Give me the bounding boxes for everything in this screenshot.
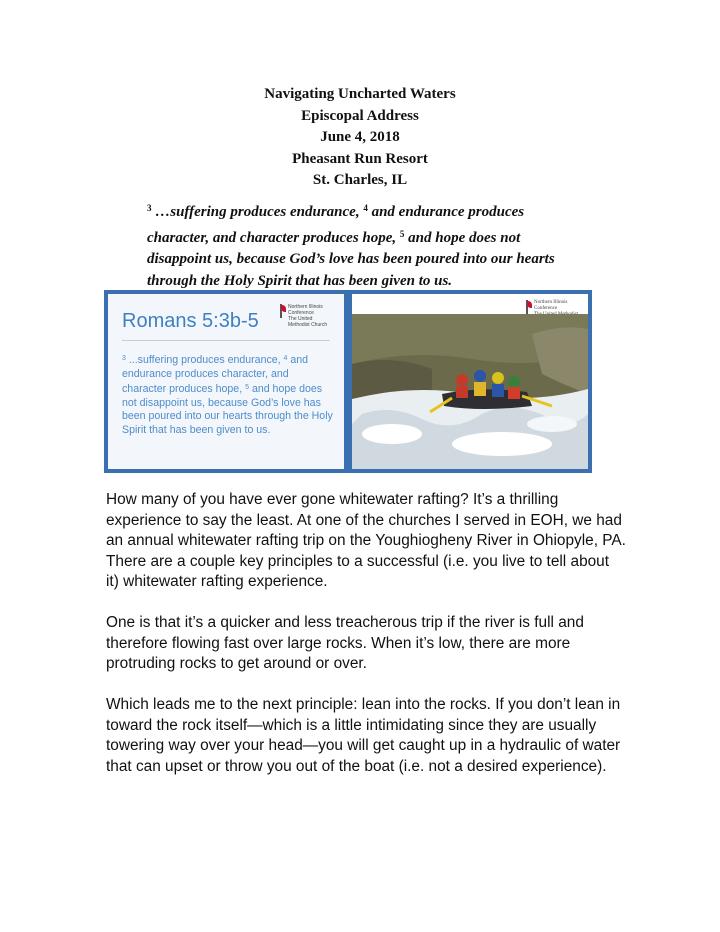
logo-line: Northern Illinois Conference [288, 304, 323, 316]
quote-text: …suffering produces endurance, [151, 204, 364, 220]
slide-title: Romans 5:3b-5 [122, 310, 259, 332]
slide-text: and endurance produces character, and character produces hope, [122, 354, 309, 395]
verse-number: 4 [283, 355, 288, 362]
paragraph: Which leads me to the next principle: lean into the rocks. If you don’t lean in toward the rock itself—which is a little intimidating since they are usually towering way over your head—you will get caught up in a hydraulic of water that can upset or throw you out of the boat (i.e. not a desired experience). [106, 696, 621, 775]
document-header [0, 84, 720, 192]
cross-flame-icon [277, 304, 285, 318]
verse-number: 5 [399, 228, 405, 239]
slide-verse [122, 352, 334, 437]
verse-number: 3 [147, 203, 152, 213]
address-body [106, 490, 626, 798]
scripture-slide [104, 290, 348, 473]
rafting-photo-slide [348, 290, 592, 473]
venue: Pheasant Run Resort [292, 150, 428, 167]
paragraph: How many of you have ever gone whitewater rafting? It’s a thrilling experience to say the least. At one of the churches I served in EOH, we had an annual whitewater rafting trip on the Youghiogheny River in Ohiopyle, PA. There are a couple key principles to a successful (i.e. you live to tell about it) whitewater rafting experience. [106, 491, 626, 590]
slide-text: ...suffering produces endurance, [125, 354, 284, 366]
logo-line: The United Methodist Church [288, 316, 328, 328]
date: June 4, 2018 [320, 129, 400, 145]
title: Navigating Uncharted Waters [264, 86, 456, 102]
location: St. Charles, IL [312, 172, 408, 188]
slide-images [104, 290, 592, 473]
conference-logo [277, 304, 334, 328]
slide-text: and hope does not disappoint us, because God’s love has been poured into our hearts through the Holy Spirit that has been given to us. [122, 383, 333, 436]
quote-text: and hope does not disappoint us, because God’s love has been poured into our hearts through the Holy Spirit that has been given to us. [147, 229, 555, 289]
subtitle: Episcopal Address [301, 107, 419, 124]
rafting-photo [352, 314, 588, 469]
divider [122, 340, 330, 341]
logo-line: Northern Illinois Conference [534, 300, 568, 311]
scripture-quote [147, 198, 587, 292]
verse-number: 3 [122, 355, 126, 362]
paragraph: One is that it’s a quicker and less treacherous trip if the river is full and therefore flowing fast over large rocks. When it’s low, there are more protruding rocks to get around or over. [106, 614, 584, 672]
quote-text: and endurance produces character, and character produces hope, [147, 204, 525, 246]
cross-flame-icon [523, 300, 531, 314]
verse-number: 4 [363, 203, 368, 213]
verse-number: 5 [245, 384, 249, 391]
